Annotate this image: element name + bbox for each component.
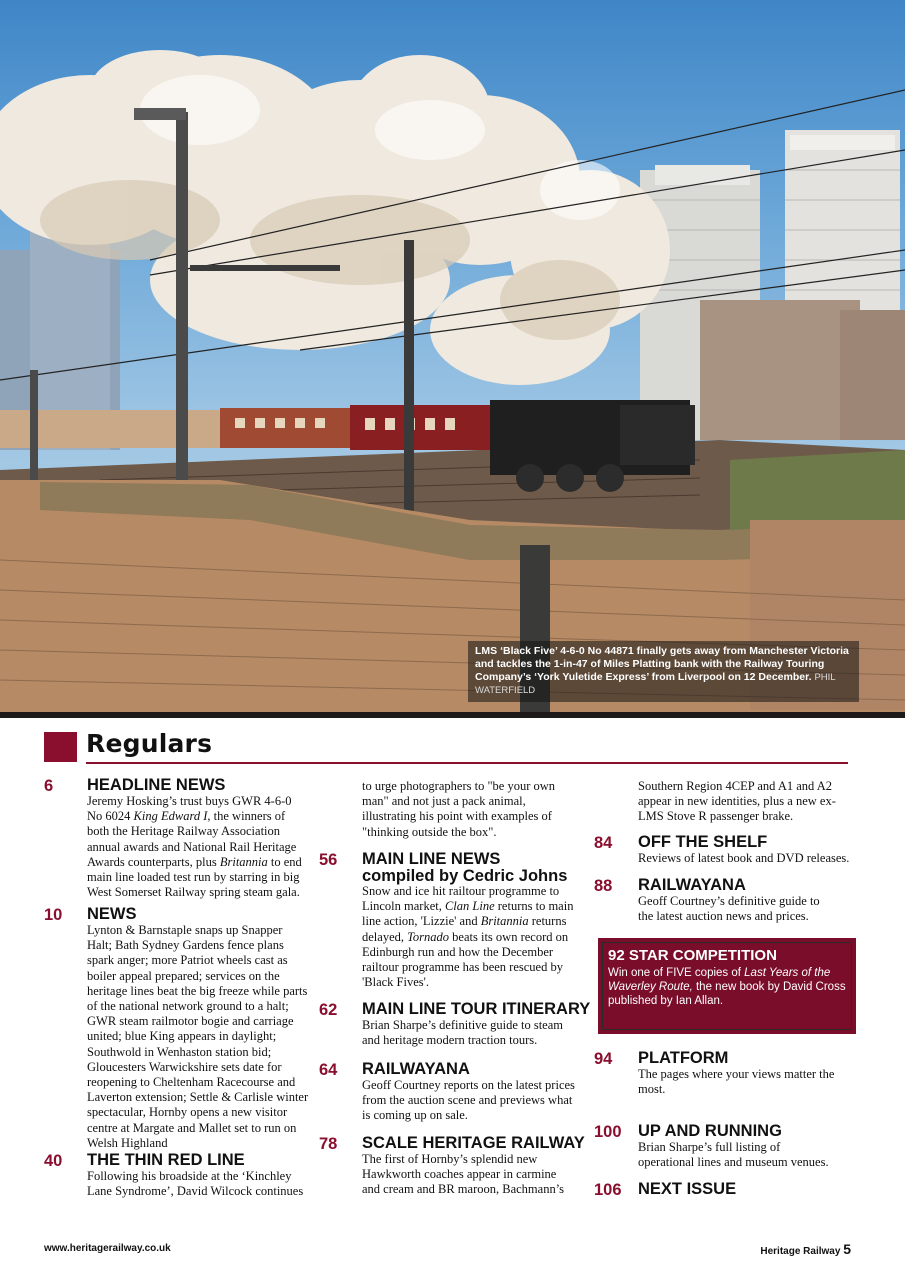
entry-summary: Following his broadside at the ‘Kinchley Lane Syndrome’, David Wilcock continues <box>87 1169 304 1199</box>
page-number: 10 <box>44 906 63 924</box>
entry-summary: Geoff Courtney’s definitive guide to the latest auction news and prices. <box>638 894 820 924</box>
entry-title: HEADLINE NEWS <box>87 776 226 794</box>
page-number: 84 <box>594 834 613 852</box>
page-number: 100 <box>594 1123 622 1141</box>
contents-entry[interactable] <box>638 1123 838 1170</box>
entry-summary: The pages where your views matter the most. <box>638 1067 835 1097</box>
entry-title: THE THIN RED LINE <box>87 1151 245 1169</box>
entry-title: RAILWAYANA <box>638 876 746 894</box>
folio-page-number: 5 <box>843 1241 851 1257</box>
entry-subtitle: compiled by Cedric Johns <box>362 867 568 885</box>
entry-title: MAIN LINE NEWS <box>362 850 501 868</box>
contents-entry[interactable] <box>638 1050 838 1097</box>
entry-title: RAILWAYANA <box>362 1060 470 1078</box>
entry-summary: Jeremy Hosking’s trust buys GWR 4-6-0 No 6024 King Edward I, the winners of both the Heritage Railway Association annual awards and National Rail Heritage Awards counterparts, plus Britannia to end main line loaded test run by starring in big West Somerset Railway spring steam gala. <box>87 794 302 900</box>
entry-summary: The first of Hornby’s splendid new Hawkworth coaches appear in carmine and cream and BR maroon, Bachmann’s <box>362 1152 565 1197</box>
entry-summary: Snow and ice hit railtour programme to Lincoln market, Clan Line returns to main line action, 'Lizzie' and Britannia returns delayed, Tornado beats its own record on Edinburgh run and how the December railtour programme has been rescued by 'Black Fives'. <box>362 884 574 990</box>
entry-summary: Lynton & Barnstaple snaps up Snapper Halt; Bath Sydney Gardens fence plans spark anger; more Patriot wheels cast as boiler appeal prepared; services on the heritage lines beat the big freeze while parts of the national network ground to a halt; GWR steam railmotor bogie and carriage united; blue King appears in daylight; Southwold in Wenhaston station bid; Gloucesters Warwickshire sets date for reopening to Cheltenham Racecourse and Laverton extension; Settle & Carlisle winter spectacular, Hornby opens a new visitor centre at Margate and Mallet set to run on Welsh Highland <box>87 923 309 1150</box>
entry-title: SCALE HERITAGE RAILWAY <box>362 1134 585 1152</box>
contents-entry[interactable] <box>362 1000 591 1048</box>
entry-title: NEXT ISSUE <box>638 1180 737 1198</box>
contents-entry[interactable] <box>638 834 860 866</box>
entry-title: NEWS <box>87 905 137 923</box>
page-number: 62 <box>319 1001 338 1019</box>
entry-title: MAIN LINE TOUR ITINERARY <box>362 1000 591 1018</box>
page-number: 94 <box>594 1050 613 1068</box>
page-number: 106 <box>594 1181 622 1199</box>
contents-entry[interactable] <box>87 906 309 1151</box>
entry-title: OFF THE SHELF <box>638 833 768 851</box>
section-title: Regulars <box>86 729 213 758</box>
page-number: 6 <box>44 777 54 795</box>
page-number: 64 <box>319 1061 338 1079</box>
footer-url[interactable]: www.heritagerailway.co.uk <box>44 1243 171 1254</box>
entry-summary: Brian Sharpe’s full listing of operational lines and museum venues. <box>638 1140 829 1170</box>
contents-entry[interactable] <box>362 1061 582 1124</box>
photo-divider <box>0 712 905 718</box>
page-number: 88 <box>594 877 613 895</box>
entry-summary: Geoff Courtney reports on the latest prices from the auction scene and previews what is coming up on sale. <box>362 1078 575 1123</box>
entry-summary: Reviews of latest book and DVD releases. <box>638 851 850 865</box>
page-number: 40 <box>44 1152 63 1170</box>
continued-text: Southern Region 4CEP and A1 and A2 appear in new identities, plus a new ex-LMS Stove R passenger brake. <box>638 779 836 824</box>
contents-entry[interactable] <box>362 1134 585 1198</box>
photo-caption <box>468 641 859 702</box>
section-marker <box>44 732 77 762</box>
contents-entry[interactable] <box>638 877 838 924</box>
continued-text: to urge photographers to "be your own man" and not just a pack animal, illustrating his point with examples of "thinking outside the box". <box>362 779 556 839</box>
footer-folio <box>760 1241 851 1257</box>
magazine-name: Heritage Railway <box>760 1246 841 1257</box>
entry-summary: Brian Sharpe’s definitive guide to steam and heritage modern traction tours. <box>362 1018 563 1048</box>
competition-box[interactable] <box>598 938 856 1034</box>
entry-title: UP AND RUNNING <box>638 1122 782 1140</box>
contents-entry[interactable] <box>638 1181 838 1198</box>
section-rule <box>86 762 848 764</box>
page-number: 56 <box>319 851 338 869</box>
competition-title: 92 STAR COMPETITION <box>608 947 777 964</box>
contents-entry[interactable] <box>87 1152 307 1199</box>
competition-text: Win one of FIVE copies of Last Years of the Waverley Route, the new book by David Cross published by Ian Allan. <box>608 967 846 1007</box>
page-number: 78 <box>319 1135 338 1153</box>
photo-credit: PHIL WATERFIELD <box>475 672 836 696</box>
contents-entry[interactable] <box>87 777 307 900</box>
caption-text: LMS ‘Black Five’ 4-6-0 No 44871 finally gets away from Manchester Victoria and tackles the 1-in-47 of Miles Platting bank with the Railway Touring Company’s ‘York Yuletide Express’ from Liverpool on 12 December. <box>475 645 849 683</box>
entry-title: PLATFORM <box>638 1049 729 1067</box>
contents-entry[interactable] <box>362 851 582 990</box>
